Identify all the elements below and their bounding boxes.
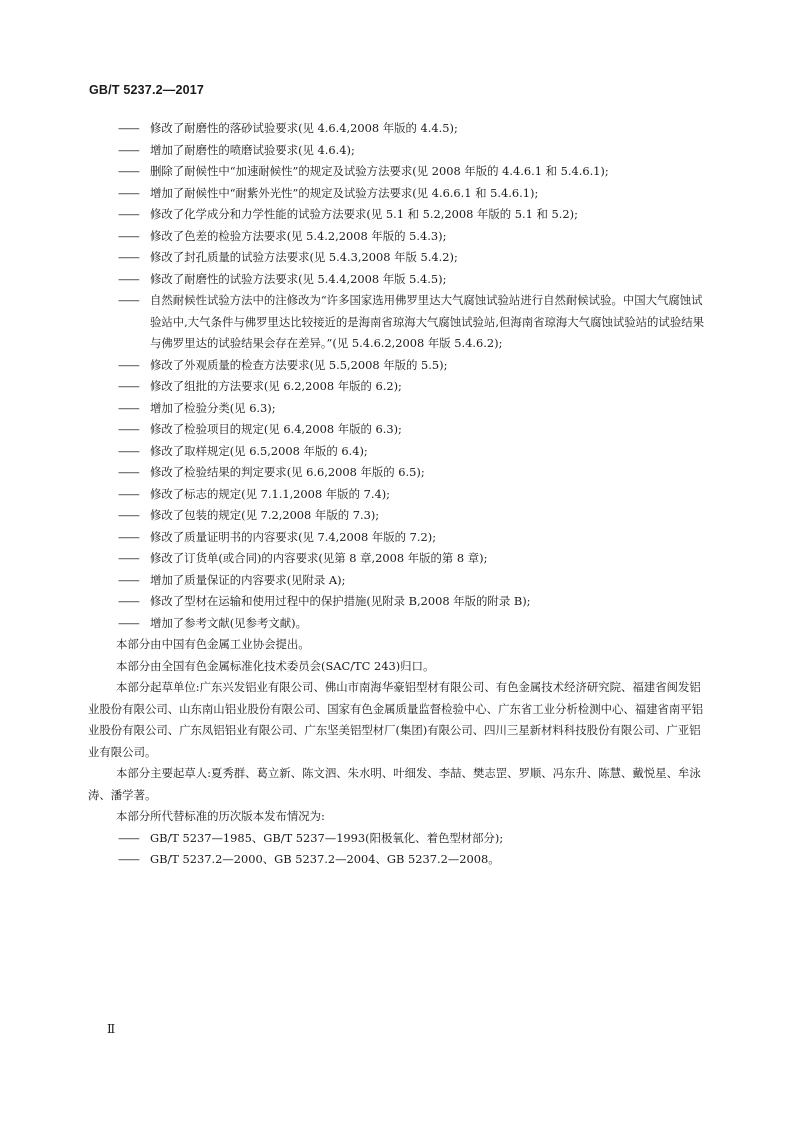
centralized-by-paragraph: 本部分由全国有色金属标准化技术委员会(SAC/TC 243)归口。 — [116, 658, 435, 673]
list-item-text: 修改了订货单(或合同)的内容要求(见第 8 章,2008 年版的第 8 章); — [150, 551, 488, 565]
em-dash: —— — [118, 594, 139, 608]
list-item-text: 修改了化学成分和力学性能的试验方法要求(见 5.1 和 5.2,2008 年版的 5.1 和 5.2); — [150, 207, 578, 221]
em-dash: —— — [118, 852, 139, 866]
em-dash: —— — [118, 164, 139, 178]
list-item — [88, 548, 706, 570]
list-item-text: 自然耐候性试验方法中的注修改为“许多国家选用佛罗里达大气腐蚀试验站进行自然耐候试验。中国大气腐蚀试验站中,大气条件与佛罗里达比较接近的是海南省琼海大气腐蚀试验站,但海南省琼海大气腐蚀试验站的试验结果与佛罗里达的试验结果会存在差异。”(见 5.4.6.2,2008 年版 5.4.6.2); — [150, 293, 704, 350]
list-item-text: 增加了检验分类(见 6.3); — [150, 400, 276, 415]
list-item-text: 修改了组批的方法要求(见 6.2,2008 年版的 6.2); — [150, 379, 402, 393]
drafting-units-paragraph: 本部分起草单位:广东兴发铝业有限公司、佛山市南海华豪铝型材有限公司、有色金属技术经济研究院、福建省闽发铝业股份有限公司、山东南山铝业股份有限公司、国家有色金属质量监督检验中心、广东省工业分析检测中心、福建省南平铝业股份有限公司、广东凤铝铝业有限公司、广东坚美铝型材厂(集团)有限公司、四川三星新材料科技股份有限公司、广亚铝业有限公司。 — [88, 680, 704, 759]
list-item — [88, 118, 706, 140]
list-item — [88, 591, 706, 613]
list-item — [88, 183, 706, 205]
list-item-text: 修改了包装的规定(见 7.2,2008 年版的 7.3); — [150, 508, 380, 522]
em-dash: —— — [118, 250, 139, 264]
list-item-text: 增加了参考文献(见参考文献)。 — [150, 615, 307, 630]
list-item-text: 增加了耐候性中“耐紫外光性”的规定及试验方法要求(见 4.6.6.1 和 5.4.6.1); — [150, 185, 539, 200]
list-item-text: 修改了耐磨性的落砂试验要求(见 4.6.4,2008 年版的 4.4.5); — [150, 121, 458, 135]
em-dash: —— — [118, 357, 139, 372]
list-item — [88, 140, 706, 162]
em-dash: —— — [118, 529, 139, 544]
list-item — [88, 527, 706, 549]
list-item-text: 修改了取样规定(见 6.5,2008 年版的 6.4); — [150, 443, 368, 458]
em-dash: —— — [118, 207, 139, 221]
changes-list — [88, 118, 706, 634]
list-item — [88, 398, 706, 420]
list-item — [88, 247, 706, 269]
list-item-text: 增加了耐磨性的喷磨试验要求(见 4.6.4); — [150, 142, 355, 157]
history-list — [88, 828, 706, 871]
em-dash: —— — [118, 443, 139, 458]
list-item — [88, 570, 706, 592]
em-dash: —— — [118, 508, 139, 522]
list-item — [88, 613, 706, 635]
list-item-text: 修改了耐磨性的试验方法要求(见 5.4.4,2008 年版 5.4.5); — [150, 271, 447, 286]
em-dash: —— — [118, 615, 139, 630]
em-dash: —— — [118, 830, 139, 845]
history-intro-paragraph: 本部分所代替标准的历次版本发布情况为: — [116, 809, 325, 823]
em-dash: —— — [118, 228, 139, 243]
em-dash: —— — [118, 142, 139, 157]
proposed-by-paragraph: 本部分由中国有色金属工业协会提出。 — [116, 637, 310, 651]
em-dash: —— — [118, 271, 139, 286]
list-item-text: 修改了标志的规定(见 7.1.1,2008 年版的 7.4); — [150, 486, 390, 501]
list-item-text: 修改了色差的检验方法要求(见 5.4.2,2008 年版的 5.4.3); — [150, 228, 447, 243]
list-item-text: 修改了型材在运输和使用过程中的保护措施(见附录 B,2008 年版的附录 B); — [150, 594, 531, 608]
list-item — [88, 462, 706, 484]
list-item-text: 修改了检验结果的判定要求(见 6.6,2008 年版的 6.5); — [150, 465, 425, 479]
drafters-paragraph: 本部分主要起草人:夏秀群、葛立新、陈文泗、朱水明、叶细发、李喆、樊志罡、罗顺、冯东升、陈慧、戴悦星、牟泳涛、潘学著。 — [88, 766, 701, 802]
standard-code-header: GB/T 5237.2—2017 — [89, 83, 205, 97]
list-item-text: 修改了封孔质量的试验方法要求(见 5.4.3,2008 年版 5.4.2); — [150, 250, 458, 264]
list-item-text: 修改了外观质量的检查方法要求(见 5.5,2008 年版的 5.5); — [150, 357, 448, 372]
list-item — [88, 849, 706, 871]
list-item — [88, 269, 706, 291]
em-dash: —— — [118, 465, 139, 479]
em-dash: —— — [118, 121, 139, 135]
em-dash: —— — [118, 379, 139, 393]
list-item — [88, 290, 706, 355]
em-dash: —— — [118, 572, 139, 587]
list-item — [88, 419, 706, 441]
em-dash: —— — [118, 551, 139, 565]
list-item — [88, 226, 706, 248]
list-item — [88, 204, 706, 226]
list-item-text: 修改了检验项目的规定(见 6.4,2008 年版的 6.3); — [150, 422, 402, 436]
em-dash: —— — [118, 185, 139, 200]
list-item — [88, 376, 706, 398]
em-dash: —— — [118, 422, 139, 436]
list-item — [88, 441, 706, 463]
list-item-text: 增加了质量保证的内容要求(见附录 A); — [150, 572, 346, 587]
list-item — [88, 355, 706, 377]
list-item-text: 修改了质量证明书的内容要求(见 7.4,2008 年版的 7.2); — [150, 529, 437, 544]
em-dash: —— — [118, 486, 139, 501]
list-item-text: 删除了耐候性中“加速耐候性”的规定及试验方法要求(见 2008 年版的 4.4.6.1 和 5.4.6.1); — [150, 164, 609, 178]
list-item — [88, 828, 706, 850]
em-dash: —— — [118, 400, 139, 415]
foreword-body — [88, 118, 706, 871]
em-dash: —— — [118, 293, 139, 307]
list-item — [88, 505, 706, 527]
list-item — [88, 484, 706, 506]
page-number: Ⅱ — [107, 1022, 116, 1036]
list-item-text: GB/T 5237—1985、GB/T 5237—1993(阳极氧化、着色型材部分); — [150, 830, 504, 845]
list-item — [88, 161, 706, 183]
list-item-text: GB/T 5237.2—2000、GB 5237.2—2004、GB 5237.2—2008。 — [150, 852, 500, 866]
